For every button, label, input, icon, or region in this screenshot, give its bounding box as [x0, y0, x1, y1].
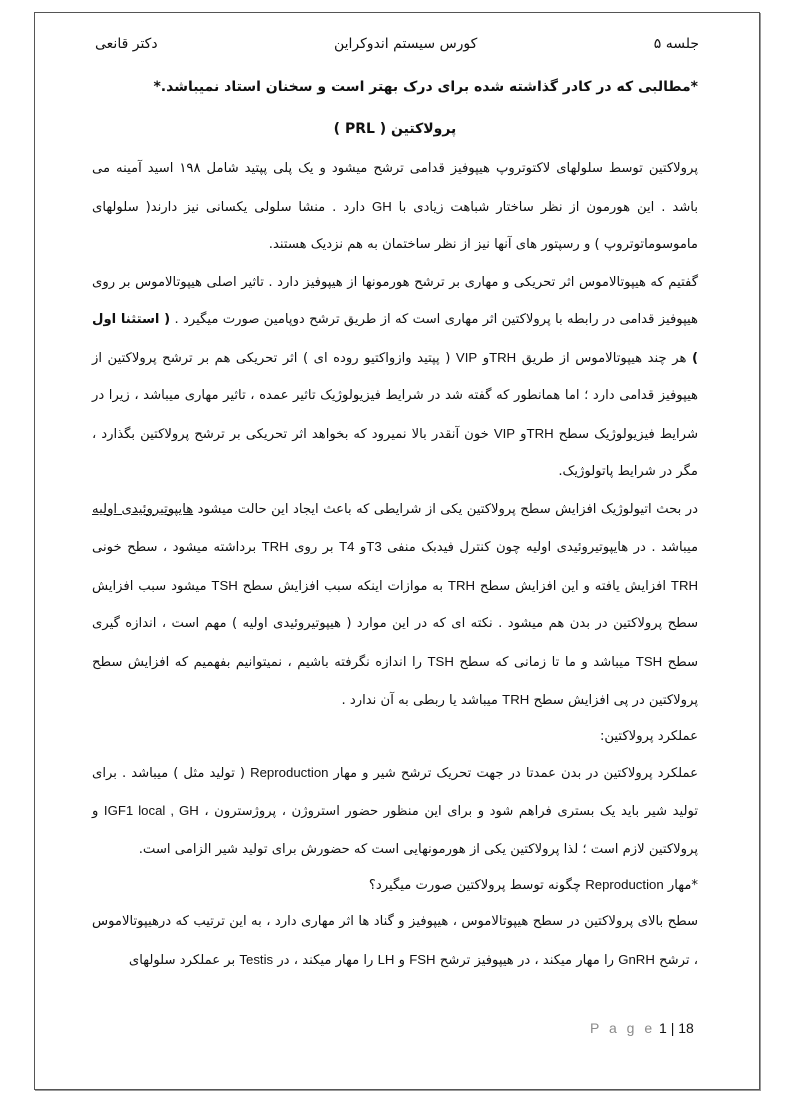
page-footer [590, 1020, 694, 1036]
page-label: P a g e [590, 1020, 656, 1036]
author-name: دکتر قانعی [95, 36, 158, 52]
paragraph-hypothalamus: گفتیم که هیپوتالاموس اثر تحریکی و مهاری بر ترشح هورمونها از هیپوفیز دارد . تاثیر اصلی هیپوتالاموس بر روی هیپوفیز قدامی در رابطه با پرولاکتین اثر مهاری است که از طریق ترشح دوپامین صورت میگیرد . ( استثنا اول ) هر چند هیپوتالاموس از طریق TRHو VIP ( پپتید وازواکتیو روده ای ) اثر تحریکی هم بر ترشح پرولاکتین از هیپوفیز قدامی دارد ؛ اما همانطور که گفته شد در شرایط فیزیولوژیک تاثیر عمده ، تاثیر مهاری میباشد ، زیرا در شرایط فیزیولوژیک سطح TRHو VIP خون آنقدر بالا نمیرود که بخواهد اثر تحریکی بر ترشح پرولاکتین بگذارد ، مگر در شرایط پاتولوژیک. [92, 274, 698, 479]
paragraph-function: عملکرد پرولاکتین در بدن عمدتا در جهت تحریک ترشح شیر و مهار Reproduction ( تولید مثل ) میباشد . برای تولید شیر باید یک بستری فراهم شود و برای این منظور حضور استروژن ، پروژسترون ، IGF1 local , GH و پرولاکتین لازم است ؛ لذا پرولاکتین یکی از هورمونهایی است که حضورش برای تولید شیر الزامی است. [92, 764, 698, 857]
page-number: 1 [659, 1020, 667, 1036]
page-total: 18 [678, 1020, 694, 1036]
page-separator: | [670, 1020, 675, 1036]
question-line: *مهار Reproduction چگونه توسط پرولاکتین صورت میگیرد؟ [368, 877, 698, 893]
paragraph-reproduction: سطح بالای پرولاکتین در سطح هیپوتالاموس ، هیپوفیز و گناد ها اثر مهاری دارد ، به این ترتیب که درهیپوتالاموس ، ترشح GnRH را مهار میکند ، در هیپوفیز ترشح FSH و LH را مهار میکند ، در Testis بر عملکرد سلولهای [92, 914, 698, 968]
section-title: پرولاکتین ( PRL ) [333, 121, 457, 137]
underlined-term: هایپوتیروئیدی اولیه [92, 501, 194, 517]
course-title: کورس سیستم اندوکراین [333, 36, 478, 52]
exception-marker: ( استثنا اول ) [92, 312, 698, 366]
paragraph-intro: پرولاکتین توسط سلولهای لاکتوتروپ هیپوفیز قدامی ترشح میشود و یک پلی پپتید شامل ۱۹۸ اسید آمینه می باشد . این هورمون از نظر ساختار شباهت زیادی با GH دارد . منشا سلولی یکسانی نیز دارند( سلولهای ماموسوماتوتروپ ) و رسپتور های آنها نیز از نظر ساختمان به هم نزدیک هستند. [92, 161, 698, 252]
document-body [92, 72, 698, 979]
subsection-heading: عملکرد پرولاکتین: [599, 728, 698, 744]
boxed-note-disclaimer: *مطالبی که در کادر گذاشته شده برای درک بهتر است و سخنان استاد نمیباشد.* [153, 79, 698, 95]
page-header [95, 30, 699, 58]
session-label: جلسه ۵ [653, 36, 699, 52]
paragraph-etiology: در بحث اتیولوژیک افزایش سطح پرولاکتین یکی از شرایطی که باعث ایجاد این حالت میشود هایپوتیروئیدی اولیه میباشد . در هایپوتیروئیدی اولیه چون کنترل فیدبک منفی T3و T4 بر روی TRH برداشته میشود ، سطح خونی TRH افزایش یافته و این افزایش سطح TRH به موازات اینکه سبب افزایش سطح TSH میشود سبب افزایش سطح پرولاکتین در بدن هم میشود . نکته ای که در این موارد ( هیپوتیروئیدی اولیه ) مهم است ، اندازه گیری سطح TSH میباشد و ما تا زمانی که سطح TSH را اندازه نگرفته باشیم ، نمیتوانیم بفهمیم که افزایش سطح پرولاکتین در پی افزایش سطح TRH میباشد یا ربطی به آن ندارد . [92, 501, 699, 708]
